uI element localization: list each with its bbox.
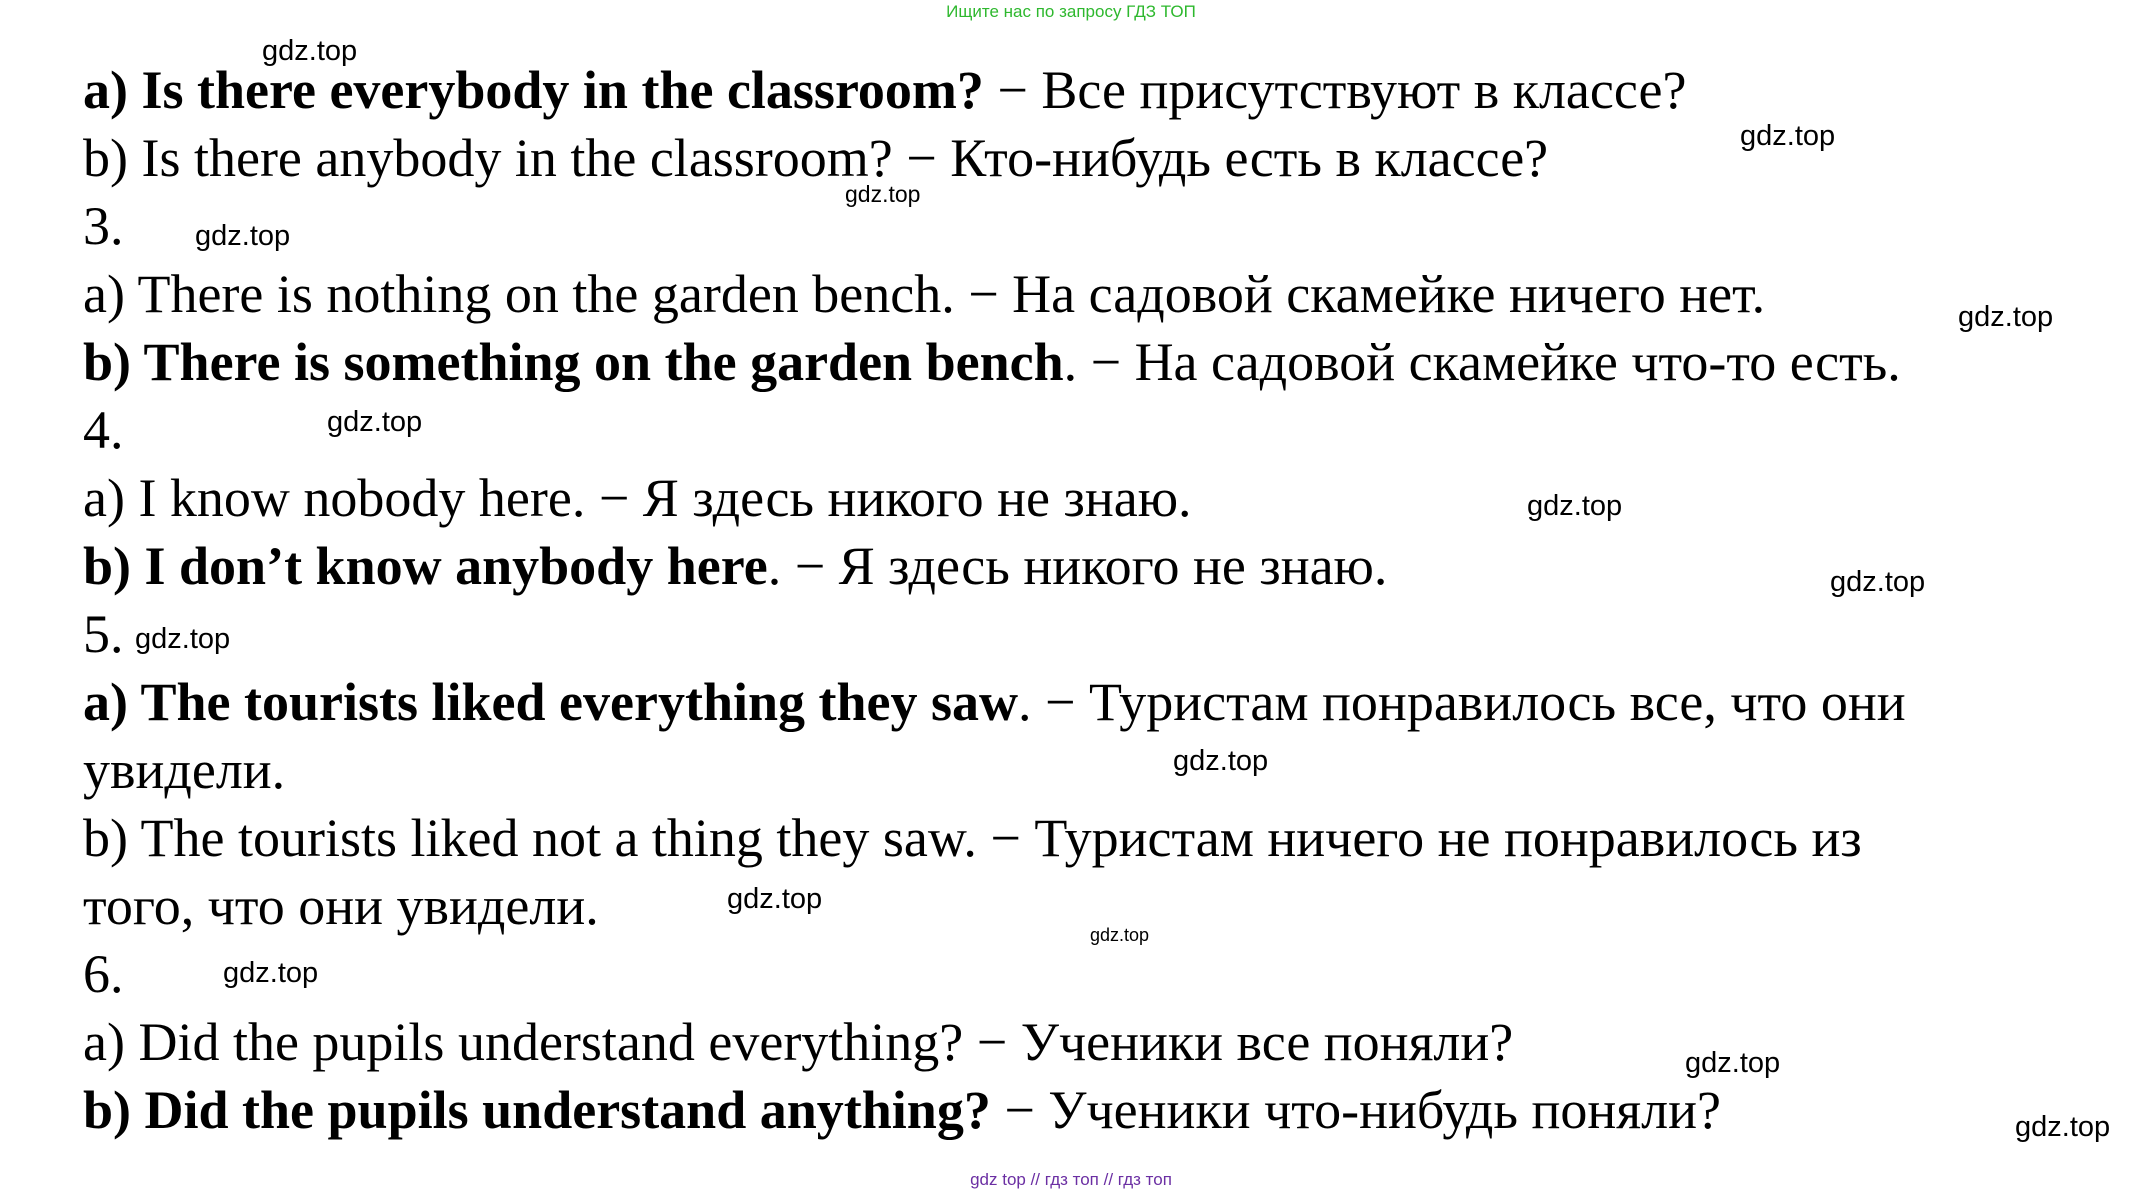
line-6b (83, 1080, 1721, 1140)
watermark: gdz.top (223, 957, 319, 989)
watermark: gdz.top (327, 406, 423, 438)
top-banner: Ищите нас по запросу ГДЗ ТОП (946, 2, 1196, 21)
line-text: . − Туристам понравилось все, что они (1018, 672, 1906, 732)
item-number-5 (83, 604, 124, 664)
watermark: gdz.top (1830, 566, 1926, 598)
line-1b (83, 128, 1548, 188)
line-text: b) The tourists liked not a thing they saw. − Туристам ничего не понравилось из (83, 808, 1862, 868)
item-number-4 (83, 400, 124, 460)
line-text: a) Did the pupils understand everything? − Ученики все поняли? (83, 1012, 1514, 1072)
watermark: gdz.top (2015, 1111, 2111, 1143)
line-bold: b) There is something on the garden bench (83, 332, 1064, 392)
line-text: 5. (83, 604, 124, 664)
line-4b (83, 536, 1387, 596)
line-3a (83, 264, 1765, 324)
line-text: − Все присутствуют в классе? (983, 60, 1687, 120)
watermark: gdz.top (1958, 301, 2054, 333)
line-text: . − На садовой скамейке что-то есть. (1063, 332, 1901, 392)
watermark: gdz.top (1173, 745, 1269, 777)
watermark: gdz.top (262, 35, 358, 67)
line-text: . − Я здесь никого не знаю. (767, 536, 1388, 596)
line-bold: b) Did the pupils understand anything? (83, 1080, 991, 1140)
line-5b-cont (83, 876, 599, 936)
item-number-3 (83, 196, 124, 256)
line-5a-cont (83, 740, 285, 800)
item-number-6 (83, 944, 124, 1004)
line-text: − Ученики что-нибудь поняли? (990, 1080, 1721, 1140)
watermark: gdz.top (195, 220, 291, 252)
line-5b (83, 808, 1862, 868)
line-5a (83, 672, 1906, 732)
watermark: gdz.top (135, 623, 231, 655)
line-text: увидели. (83, 740, 286, 800)
line-bold: b) I don’t know anybody here (83, 536, 768, 596)
watermark: gdz.top (727, 883, 823, 915)
watermark: gdz.top (1740, 120, 1836, 152)
line-text: a) I know nobody here. − Я здесь никого не знаю. (83, 468, 1192, 528)
line-text: 4. (83, 400, 124, 460)
watermark: gdz.top (1090, 925, 1150, 945)
line-bold: a) The tourists liked everything they saw (83, 672, 1019, 732)
watermark: gdz.top (845, 181, 921, 207)
line-3b (83, 332, 1901, 392)
line-text: a) There is nothing on the garden bench. − На садовой скамейке ничего нет. (83, 264, 1766, 324)
line-text: 6. (83, 944, 124, 1004)
line-text: того, что они увидели. (83, 876, 599, 936)
line-text: 3. (83, 196, 124, 256)
line-6a (83, 1012, 1513, 1072)
line-4a (83, 468, 1192, 528)
line-1a (83, 60, 1686, 120)
footer-links[interactable]: gdz top // гдз топ // гдз топ (970, 1170, 1172, 1189)
watermark: gdz.top (1527, 490, 1623, 522)
watermark: gdz.top (1685, 1047, 1781, 1079)
line-bold: a) Is there everybody in the classroom? (83, 60, 984, 120)
line-text: b) Is there anybody in the classroom? − Кто-нибудь есть в классе? (83, 128, 1549, 188)
